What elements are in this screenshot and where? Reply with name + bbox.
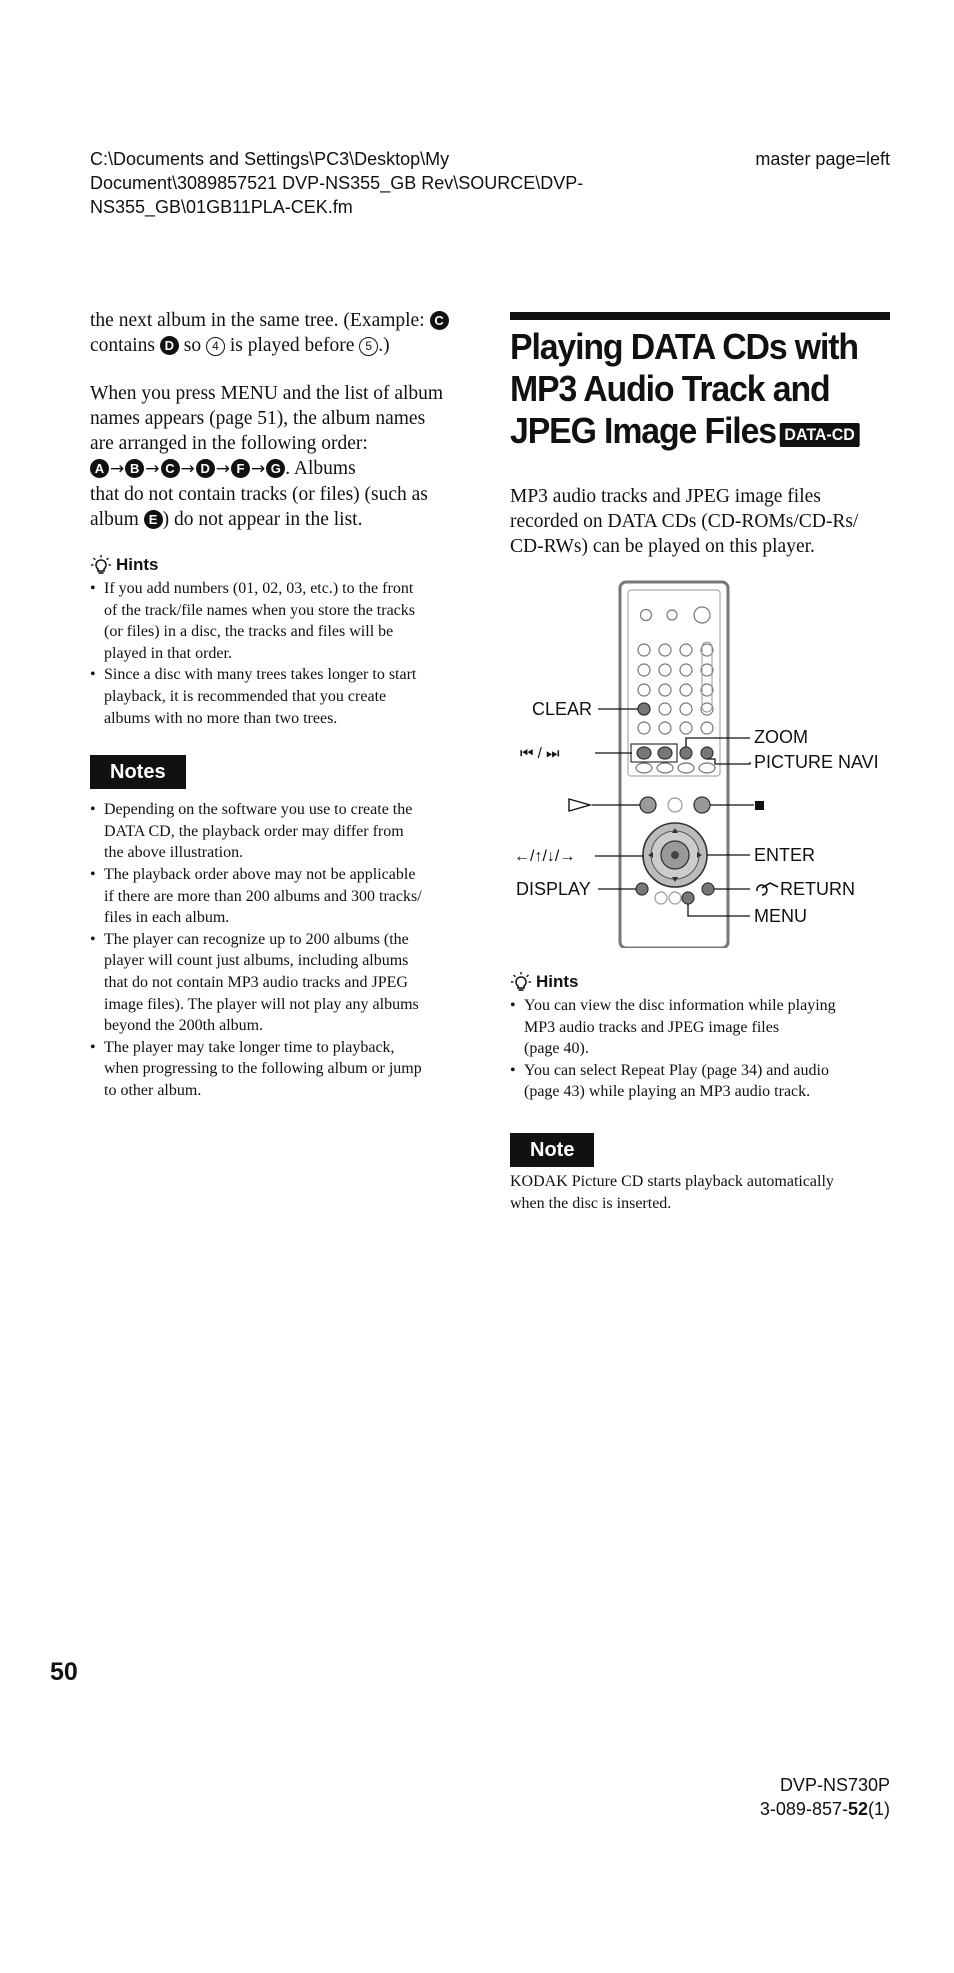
album-tree-paragraph: the next album in the same tree. (Example: C contains D so 4 is played before 5 .): [90, 308, 480, 358]
master-page-label: master page=left: [755, 149, 890, 169]
display-button: [636, 883, 648, 895]
note-item: • The playback order above may not be applicable if there are more than 200 albums and 300 tracks/ files in each album.: [90, 864, 480, 929]
left-column: [90, 308, 480, 1101]
play-button: [640, 797, 656, 813]
clear-button: [638, 703, 650, 715]
hint-item: • You can select Repeat Play (page 34) and audio (page 43) while playing an MP3 audio track.: [510, 1060, 900, 1103]
album-order-paragraph: When you press MENU and the list of album names appears (page 51), the album names are arranged in the following order: A → B → C → D → F → G . Albums that do not contain tracks (or files) (such as album E ) do not appear in the list.: [90, 381, 480, 532]
page-number: 50: [50, 1658, 78, 1686]
file-path-header: [90, 147, 690, 219]
file-path-line: C:\Documents and Settings\PC3\Desktop\My: [90, 149, 450, 169]
note-item: • The player can recognize up to 200 albums (the player will count just albums, including albums that do not contain MP3 audio tracks and JPEG image files). The player will not play any albums beyond the 200th album.: [90, 929, 480, 1037]
hints-section: [90, 554, 480, 729]
prev-button: [637, 747, 651, 759]
track-number-badge: 5: [359, 337, 378, 356]
prev-next-label: ⏮ / ⏭: [520, 745, 560, 762]
footer-model-info: [760, 1773, 890, 1821]
page-title: Playing DATA CDs with MP3 Audio Track and JPEG Image Files DATA-CD: [510, 326, 858, 451]
note-item: • The player may take longer time to playback, when progressing to the following album or jump to other album.: [90, 1037, 480, 1102]
part-code: 3-089-857-52(1): [759, 1799, 890, 1819]
menu-label: MENU: [754, 906, 807, 926]
album-badge: C: [430, 311, 449, 330]
hint-item: • Since a disc with many trees takes longer to start playback, it is recommended that you create albums with no more than two trees.: [90, 664, 480, 729]
note-text: KODAK Picture CD starts playback automatically when the disc is inserted.: [510, 1173, 834, 1212]
return-button: [702, 883, 714, 895]
next-button: [658, 747, 672, 759]
clear-label: CLEAR: [532, 699, 593, 719]
return-icon: [757, 883, 778, 895]
lightbulb-icon: [510, 971, 532, 993]
display-label: DISPLAY: [516, 879, 591, 899]
right-note-section: [510, 1133, 900, 1214]
model-number: DVP-NS730P: [779, 1775, 890, 1795]
album-order-sequence: A → B → C → D → F → G . Albums: [90, 456, 480, 482]
hint-item: • You can view the disc information while playing MP3 audio tracks and JPEG image files (page 40).: [510, 995, 900, 1060]
arrows-label: ←/↑/↓/→: [514, 848, 576, 865]
track-number-badge: 4: [206, 337, 225, 356]
note-title: Note: [510, 1133, 594, 1167]
lightbulb-icon: [90, 554, 112, 576]
enter-label: ENTER: [754, 845, 816, 865]
note-item: • Depending on the software you use to create the DATA CD, the playback order may differ from the above illustration.: [90, 799, 480, 864]
return-label: RETURN: [780, 879, 855, 899]
menu-button: [682, 892, 694, 904]
intro-paragraph: MP3 audio tracks and JPEG image files recorded on DATA CDs (CD-ROMs/CD-Rs/ CD-RWs) can be played on this player.: [510, 486, 859, 557]
notes-title: Notes: [90, 755, 186, 789]
zoom-button: [680, 747, 692, 759]
album-badge: D: [160, 336, 179, 355]
stop-icon: [755, 801, 764, 810]
file-path-line: NS355_GB\01GB11PLA-CEK.fm: [90, 197, 353, 217]
hints-title: Hints: [116, 555, 159, 574]
title-rule: [510, 312, 890, 320]
right-hints-section: [510, 971, 900, 1103]
data-cd-badge: DATA-CD: [780, 423, 860, 447]
remote-control-illustration: [510, 578, 900, 948]
hint-item: • If you add numbers (01, 02, 03, etc.) to the front of the track/file names when you store the tracks (or files) in a disc, the tracks and files will be played in that order.: [90, 578, 480, 664]
picture-navi-label: PICTURE NAVI: [754, 752, 879, 772]
zoom-label: ZOOM: [754, 727, 808, 747]
file-path-line: Document\3089857521 DVP-NS355_GB Rev\SOURCE\DVP-: [90, 173, 584, 193]
hints-title: Hints: [536, 972, 579, 991]
picture-navi-button: [701, 747, 713, 759]
notes-section: [90, 755, 480, 1101]
play-icon: [569, 799, 590, 811]
stop-button: [694, 797, 710, 813]
